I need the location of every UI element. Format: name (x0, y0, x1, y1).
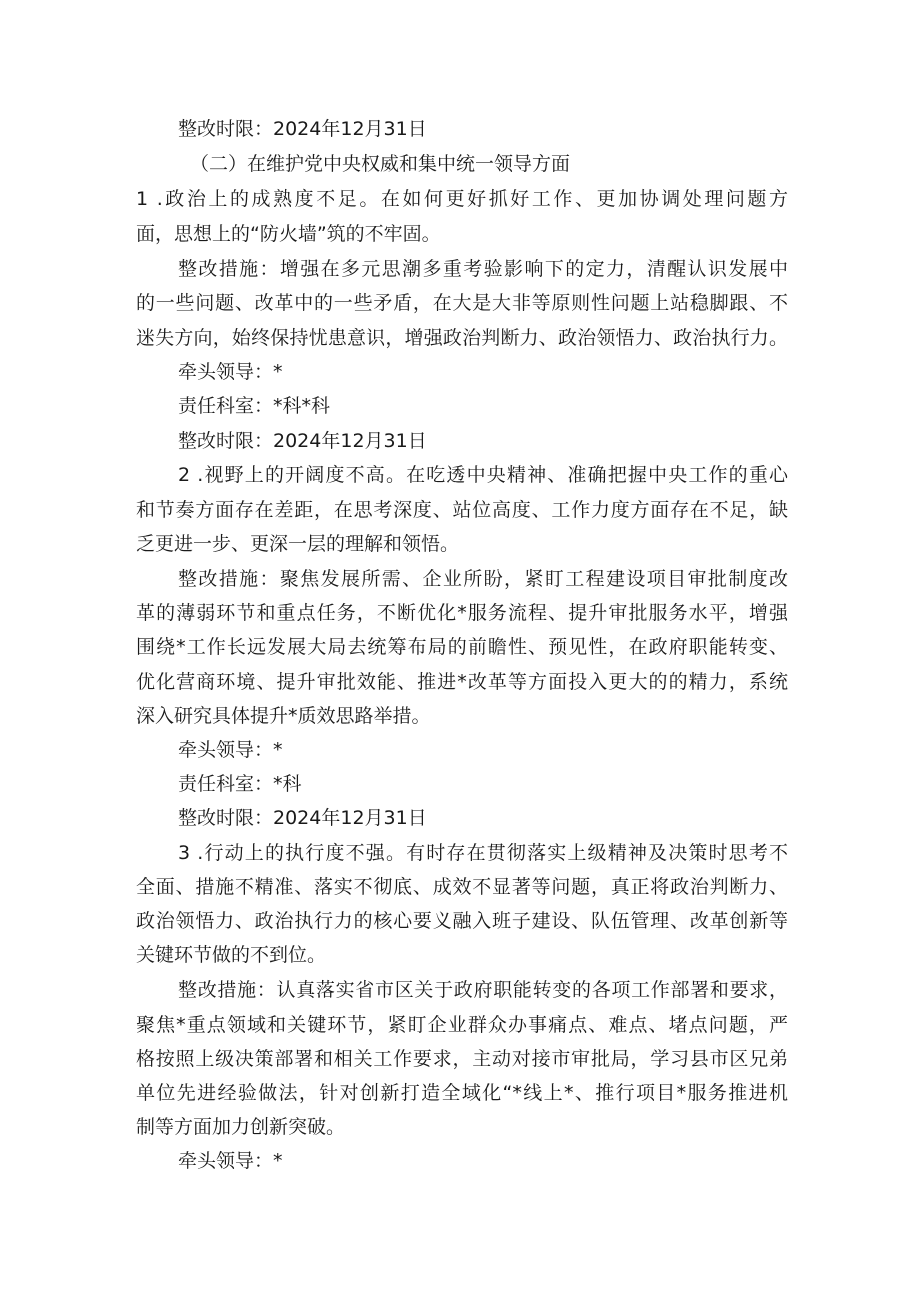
paragraph-line: 关键环节做的不到位。 (136, 944, 327, 966)
lead-line: 牵头领导：* (178, 1150, 283, 1172)
paragraph-line: 单位先进经验做法，针对创新打造全域化“*线上*、推行项目*服务推进机 (136, 1082, 788, 1104)
department-line: 责任科室：*科 (178, 773, 302, 795)
paragraph-line: 优化营商环境、提升审批效能、推进*改革等方面投入更大的的精力，系统 (136, 671, 788, 693)
paragraph-line: 面，思想上的“防火墙”筑的不牢固。 (136, 223, 441, 245)
paragraph-line: 整改措施：增强在多元思潮多重考验影响下的定力，清醒认识发展中 (178, 258, 788, 280)
paragraph-line: 的一些问题、改革中的一些矛盾，在大是大非等原则性问题上站稳脚跟、不 (136, 292, 788, 314)
paragraph-line: 整改措施：认真落实省市区关于政府职能转变的各项工作部署和要求， (178, 979, 788, 1001)
paragraph-line: 政治领悟力、政治执行力的核心要义融入班子建设、队伍管理、改革创新等 (136, 910, 788, 932)
paragraph-line: 2 .视野上的开阔度不高。在吃透中央精神、准确把握中央工作的重心 (178, 464, 788, 486)
paragraph-line: 3 .行动上的执行度不强。有时存在贯彻落实上级精神及决策时思考不 (178, 842, 788, 864)
paragraph-line: 聚焦*重点领域和关键环节，紧盯企业群众办事痛点、难点、堵点问题，严 (136, 1014, 788, 1036)
department-line: 责任科室：*科*科 (178, 395, 331, 417)
paragraph-line: 1 .政治上的成熟度不足。在如何更好抓好工作、更加协调处理问题方 (136, 188, 788, 210)
paragraph-line: 全面、措施不精准、落实不彻底、成效不显著等问题，真正将政治判断力、 (136, 876, 788, 898)
paragraph-line: 制等方面加力创新突破。 (136, 1116, 346, 1138)
deadline-line: 整改时限：2024年12月31日 (178, 118, 427, 140)
deadline-line: 整改时限：2024年12月31日 (178, 807, 427, 829)
paragraph-line: 格按照上级决策部署和相关工作要求，主动对接市审批局，学习县市区兄弟 (136, 1048, 788, 1070)
paragraph-line: 和节奏方面存在差距，在思考深度、站位高度、工作力度方面存在不足，缺 (136, 499, 788, 521)
paragraph-line: 革的薄弱环节和重点任务，不断优化*服务流程、提升审批服务水平，增强 (136, 602, 788, 624)
paragraph-line: 整改措施：聚焦发展所需、企业所盼，紧盯工程建设项目审批制度改 (178, 568, 788, 590)
lead-line: 牵头领导：* (178, 361, 283, 383)
deadline-line: 整改时限：2024年12月31日 (178, 430, 427, 452)
paragraph-line: 围绕*工作长远发展大局去统筹布局的前瞻性、预见性，在政府职能转变、 (136, 636, 788, 658)
lead-line: 牵头领导：* (178, 739, 283, 761)
paragraph-line: 乏更进一步、更深一层的理解和领悟。 (136, 533, 460, 555)
paragraph-line: 深入研究具体提升*质效思路举措。 (136, 705, 431, 727)
paragraph-line: 迷失方向，始终保持忧患意识，增强政治判断力、政治领悟力、政治执行力。 (136, 327, 788, 349)
section-heading: （二）在维护党中央权威和集中统一领导方面 (190, 153, 571, 175)
